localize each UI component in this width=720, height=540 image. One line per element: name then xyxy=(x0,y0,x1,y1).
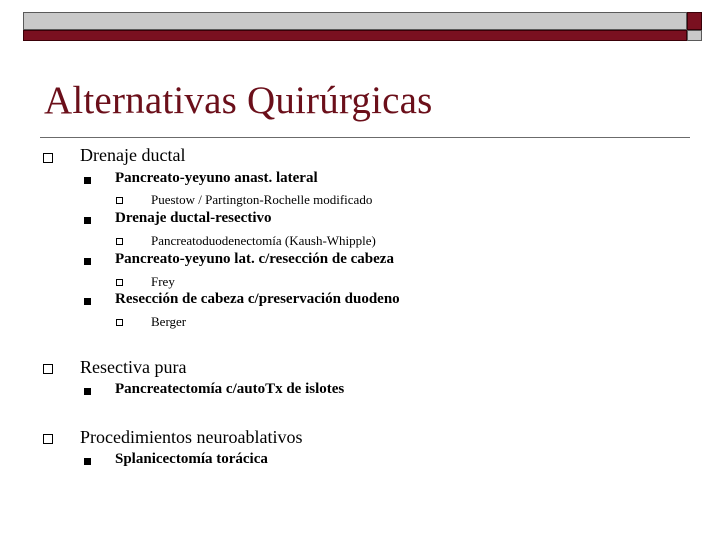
bullet-l1: Resectiva pura xyxy=(80,357,187,377)
bullet-filled-square-icon xyxy=(84,298,91,305)
slide-title: Alternativas Quirúrgicas xyxy=(44,79,433,122)
bullet-open-square-icon xyxy=(116,238,123,245)
bullet-l2: Pancreato-yeyuno anast. lateral xyxy=(115,170,318,186)
header-band-gray xyxy=(23,12,687,30)
bullet-open-square-icon xyxy=(116,319,123,326)
bullet-l1: Procedimientos neuroablativos xyxy=(80,427,303,447)
header-corner-gray xyxy=(687,30,702,41)
bullet-open-square-icon xyxy=(43,434,53,444)
bullet-l2: Splanicectomía torácica xyxy=(115,451,268,467)
bullet-open-square-icon xyxy=(43,364,53,374)
bullet-open-square-icon xyxy=(116,197,123,204)
bullet-l2: Pancreatectomía c/autoTx de islotes xyxy=(115,381,345,397)
bullet-filled-square-icon xyxy=(84,217,91,224)
bullet-l2: Drenaje ductal-resectivo xyxy=(115,210,272,226)
bullet-open-square-icon xyxy=(43,153,53,163)
bullet-l1: Drenaje ductal xyxy=(80,145,186,165)
header-band-red xyxy=(23,30,687,41)
bullet-filled-square-icon xyxy=(84,177,91,184)
header-corner-red xyxy=(687,12,702,30)
bullet-filled-square-icon xyxy=(84,458,91,465)
bullet-l2: Pancreato-yeyuno lat. c/resección de cabeza xyxy=(115,251,394,267)
bullet-l3: Frey xyxy=(151,274,175,289)
bullet-open-square-icon xyxy=(116,279,123,286)
bullet-filled-square-icon xyxy=(84,258,91,265)
bullet-l3: Puestow / Partington-Rochelle modificado xyxy=(151,192,373,207)
bullet-l3: Berger xyxy=(151,314,187,329)
bullet-l2: Resección de cabeza c/preservación duodeno xyxy=(115,291,400,307)
title-divider xyxy=(40,137,690,138)
bullet-filled-square-icon xyxy=(84,388,91,395)
bullet-l3: Pancreatoduodenectomía (Kaush-Whipple) xyxy=(151,233,376,248)
